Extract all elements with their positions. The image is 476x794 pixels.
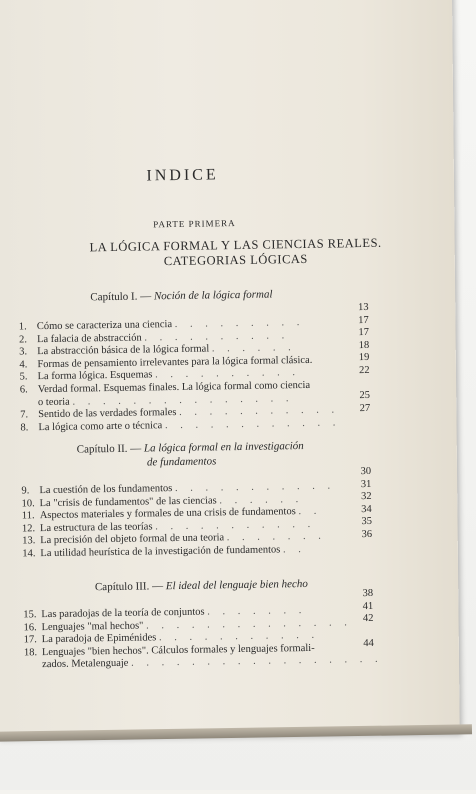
toc-entry: 7. Sentido de las verdades formales . . . . . . . . . . . [20,404,340,421]
chapter-number: Capítulo I. — [90,290,152,304]
chapter-1-entries [19,316,381,435]
toc-entry: 4. Formas de pensamiento irrelevantes para la lógica formal clásica. [19,354,313,371]
toc-entry: 8. La lógica como arte o técnica . . . . . . . . . . . . [20,417,341,434]
chapter-heading [90,288,272,303]
toc-entry: 9. La cuestión de los fundamentos . . . . . . . . . . . [21,480,336,497]
part-title [45,235,425,271]
chapter-title: La lógica formal en la investigación [143,440,304,455]
toc-entry: 14. La utilidad heurística de la investigación de fundamentos . . [22,543,306,560]
chapter-heading [77,439,304,471]
toc-entry: 10. La "crisis de fundamentos" de las ciencias . . . . . . [21,493,304,510]
toc-entry: 13. La precisión del objeto formal de una teoria . . . . . . . [22,531,326,547]
toc-entry: 17. La paradoja de Epiménides . . . . . . . . . . . [23,629,320,646]
toc-entry: 15. Las paradojas de la teoría de conjuntos . . . . . . . [23,604,307,621]
toc-entry: 12. La estructura de las teorías . . . . . . . . . . . [21,518,316,535]
toc-entry: 5. La forma lógica. Esquemas . . . . . . . . . . [19,367,301,383]
chapter-2-entries [21,480,382,561]
toc-entry: o teoria . . . . . . . . . . . . . . . [37,392,294,408]
chapter-number: Capítulo III. — [94,580,164,594]
toc-entry: 18. Lenguajes "bien hechos". Cálculos formales y lenguajes formali- [23,642,315,659]
toc-entry: 2. La falacia de abstracción . . . . . . . . . . [18,329,290,346]
chapter-3-page-numbers: 38 41 42 44 [362,587,374,650]
toc-entry: zados. Metalenguaje . . . . . . . . . . . . . . . . . [42,654,383,671]
chapter-heading [95,578,308,593]
toc-entry: 3. La abstracción básica de la lógica formal . . . . . . [19,342,296,358]
chapter-2-page-numbers: 30 31 32 34 35 36 [360,465,373,541]
part-title-line-1: LA LÓGICA FORMAL Y LAS CIENCIAS REALES. [89,235,382,255]
chapter-title-cont: de fundamentos [146,455,217,469]
toc-entry: 11. Aspectos materiales y formales de una crisis de fundamentos . . [21,505,322,522]
toc-entry: 6. Verdad formal. Esquemas finales. La lógica formal como ciencia [19,379,311,396]
chapter-title: El ideal del lenguaje bien hecho [165,577,308,593]
chapter-number: Capítulo II. — [76,442,142,456]
toc-entry: 16. Lenguajes "mal hechos" . . . . . . . . . . . . . . [23,616,352,634]
page-title: INDICE [146,166,219,185]
chapter-3-entries [23,604,384,673]
part-label: PARTE PRIMERA [153,218,236,230]
chapter-title: Noción de la lógica formal [153,288,273,303]
chapter-1-page-numbers: 13 17 17 18 19 22 25 27 [357,301,371,414]
toc-entry: 1. Cómo se caracteriza una ciencia . . . . . . . . . [18,316,305,333]
part-title-line-2: CATEGORIAS LÓGICAS [163,251,308,269]
